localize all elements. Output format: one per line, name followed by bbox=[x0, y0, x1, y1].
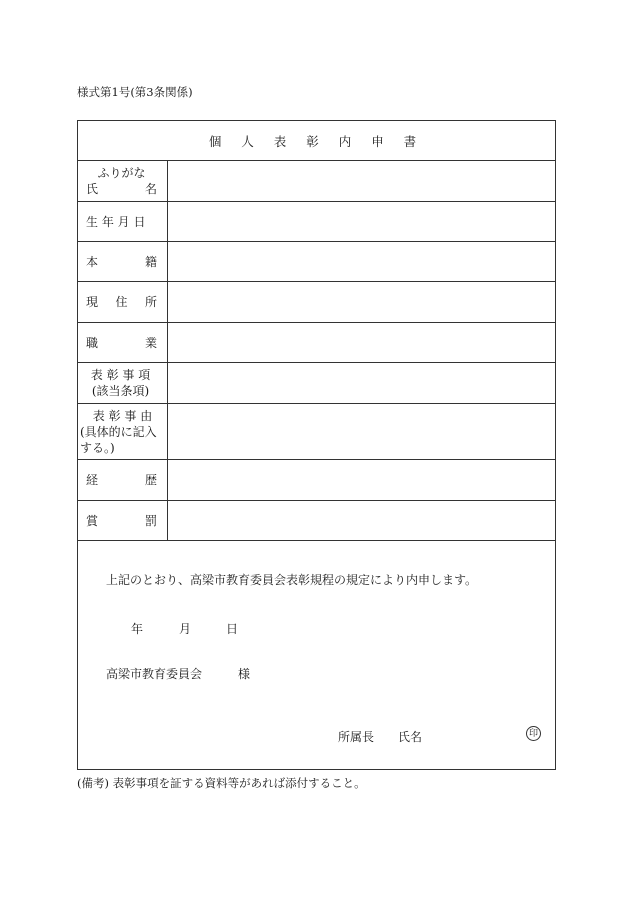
remarks-note: (備考) 表彰事項を証する資料等があれば添付すること。 bbox=[77, 776, 366, 790]
field-label-award-matter bbox=[78, 363, 168, 403]
furigana-label: ふりがな bbox=[97, 166, 146, 180]
field-label-occupation bbox=[78, 323, 168, 362]
field-input-occupation[interactable] bbox=[168, 323, 555, 362]
date-year-label: 年 bbox=[131, 622, 144, 636]
field-row-award-reason bbox=[78, 404, 555, 460]
field-input-rewards-penalties[interactable] bbox=[168, 501, 555, 540]
field-row-occupation bbox=[78, 323, 555, 363]
career-label-right: 歴 bbox=[144, 473, 157, 487]
date-day-label: 日 bbox=[226, 622, 239, 636]
addressee-honorific: 様 bbox=[238, 667, 251, 681]
field-input-address[interactable] bbox=[168, 282, 555, 322]
signer-name-label: 氏名 bbox=[398, 730, 423, 744]
address-label-mid: 住 bbox=[115, 295, 128, 309]
field-label-name bbox=[78, 161, 168, 201]
career-label bbox=[86, 472, 157, 488]
occupation-label-right: 業 bbox=[144, 335, 157, 350]
award-reason-sublabel-2: する。) bbox=[80, 440, 115, 455]
field-row-name bbox=[78, 161, 555, 202]
award-matter-label: 表 彰 事 項 bbox=[90, 368, 151, 382]
rewards-penalties-label bbox=[86, 513, 157, 529]
name-label-right: 名 bbox=[144, 182, 157, 196]
address-label bbox=[86, 294, 157, 310]
domicile-label bbox=[86, 254, 157, 270]
addressee: 高梁市教育委員会 bbox=[106, 667, 203, 681]
signer-title: 所属長 bbox=[338, 730, 375, 744]
rewards-penalties-label-right: 罰 bbox=[144, 513, 157, 528]
field-row-birthdate bbox=[78, 202, 555, 242]
declaration-section bbox=[78, 541, 555, 769]
field-row-award-matter bbox=[78, 363, 555, 404]
field-label-address bbox=[78, 282, 168, 322]
field-label-award-reason bbox=[78, 404, 168, 459]
declaration-statement: 上記のとおり、高梁市教育委員会表彰規程の規定により内申します。 bbox=[106, 573, 478, 587]
name-label-left: 氏 bbox=[86, 182, 99, 196]
occupation-label-left: 職 bbox=[86, 335, 99, 350]
domicile-label-right: 籍 bbox=[144, 254, 157, 269]
field-input-award-reason[interactable] bbox=[168, 404, 555, 459]
birthdate-label: 生 年 月 日 bbox=[86, 214, 146, 229]
rewards-penalties-label-left: 賞 bbox=[86, 513, 99, 528]
name-label bbox=[86, 181, 157, 197]
field-input-domicile[interactable] bbox=[168, 242, 555, 281]
field-row-rewards-penalties bbox=[78, 501, 555, 541]
field-label-domicile bbox=[78, 242, 168, 281]
field-label-birthdate bbox=[78, 202, 168, 241]
date-month-label: 月 bbox=[179, 622, 192, 636]
field-row-domicile bbox=[78, 242, 555, 282]
address-label-left: 現 bbox=[86, 295, 99, 309]
field-input-award-matter[interactable] bbox=[168, 363, 555, 403]
award-reason-label: 表 彰 事 由 bbox=[92, 408, 153, 423]
career-label-left: 経 bbox=[86, 473, 99, 487]
field-label-rewards-penalties bbox=[78, 501, 168, 540]
award-matter-sublabel: (該当条項) bbox=[91, 384, 150, 398]
occupation-label bbox=[86, 335, 157, 351]
field-row-career bbox=[78, 460, 555, 501]
field-input-name[interactable] bbox=[168, 161, 555, 201]
field-row-address bbox=[78, 282, 555, 323]
form-title: 個 人 表 彰 内 申 書 bbox=[78, 121, 555, 161]
field-input-birthdate[interactable] bbox=[168, 202, 555, 241]
seal-icon: 印 bbox=[526, 726, 541, 741]
award-reason-sublabel-1: (具体的に記入 bbox=[80, 424, 157, 439]
field-label-career bbox=[78, 460, 168, 500]
field-input-career[interactable] bbox=[168, 460, 555, 500]
address-label-right: 所 bbox=[144, 295, 157, 309]
application-form-table bbox=[77, 120, 556, 770]
form-number-label: 様式第1号(第3条関係) bbox=[77, 85, 193, 99]
domicile-label-left: 本 bbox=[86, 254, 99, 269]
